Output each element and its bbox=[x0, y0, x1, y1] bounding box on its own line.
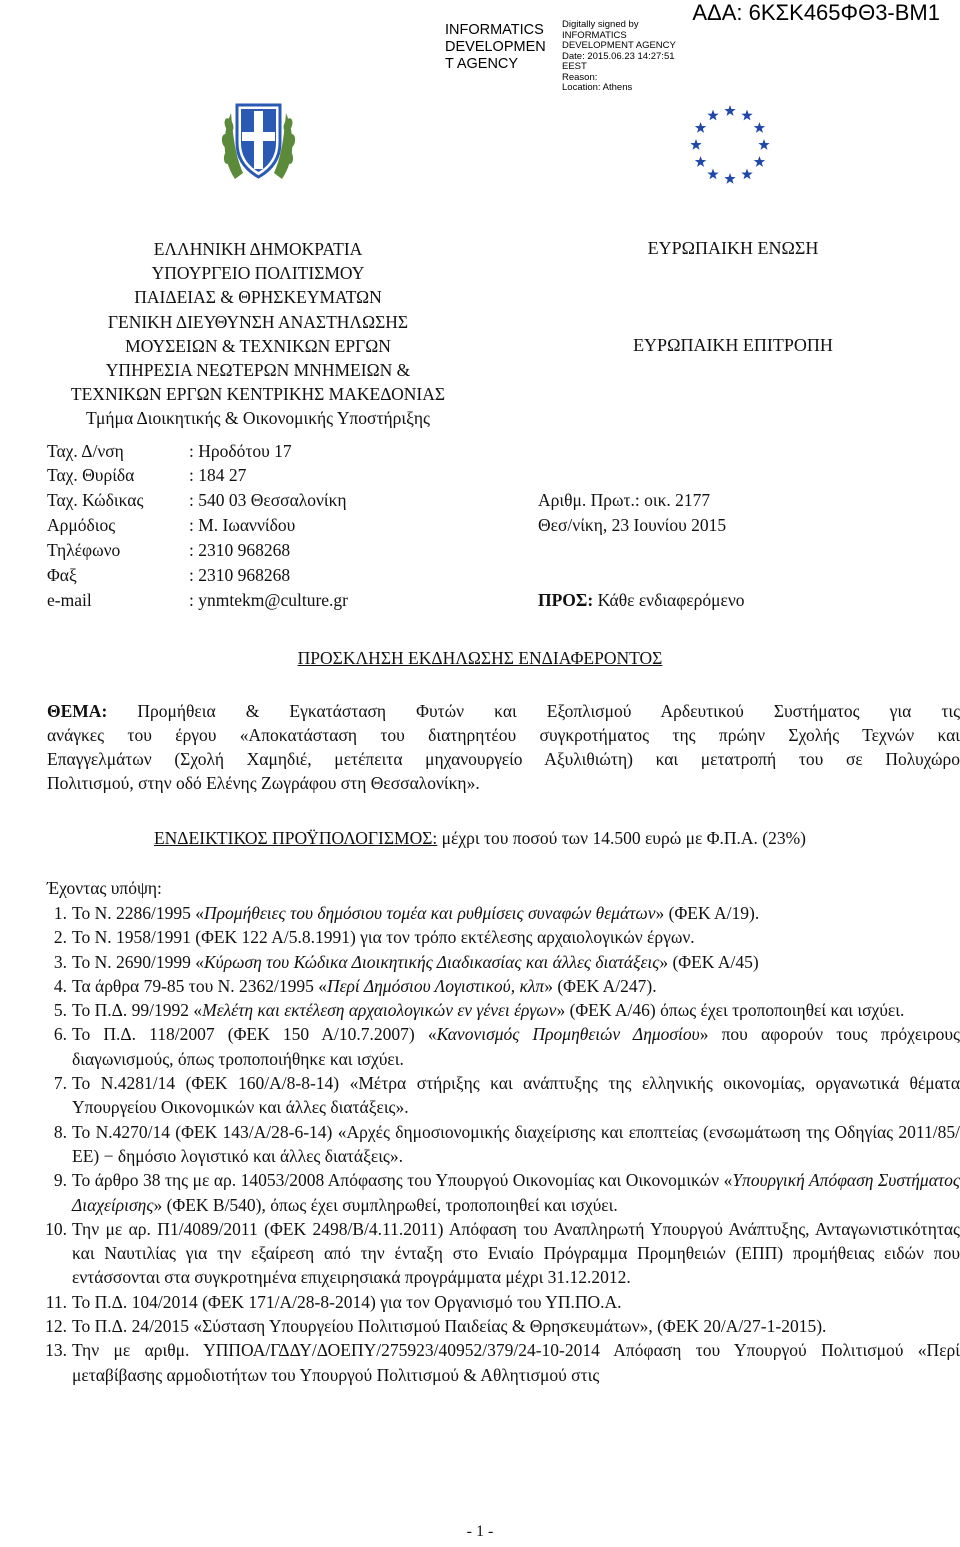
list-item-number: 6. bbox=[53, 1024, 67, 1045]
subject-paragraph: ΘΕΜΑ: Προμήθεια & Εγκατάσταση Φυτών και Εξοπλισμού Αρδευτικού Συστήματος για τις ανάγκες του έργου «Αποκατάσταση του διατηρητέου συγκροτήματος της πρώην Σχολής Τεχνών και Επαγγελμάτων (Σχολή Χαμηδιέ, μετέπειτα μηχανουργείο Αξυλιθιώτη) και μετατροπή του σε Πολυχώρο Πολιτισμού, στην οδό Ελένης Ζωγράφου στη Θεσσαλονίκη». bbox=[47, 701, 960, 793]
eu-star-icon bbox=[724, 173, 735, 184]
eu-star-icon bbox=[724, 105, 735, 116]
authority-header: ΕΛΛΗΝΙΚΗ ΔΗΜΟΚΡΑΤΙΑ ΥΠΟΥΡΓΕΙΟ ΠΟΛΙΤΙΣΜΟΥ ΠΑΙΔΕΙΑΣ & ΘΡΗΣΚΕΥΜΑΤΩΝ ΓΕΝΙΚΗ ΔΙΕΥΘΥΝΣΗ ΑΝΑΣΤΗΛΩΣΗΣ ΜΟΥΣΕΙΩΝ & ΤΕΧΝΙΚΩΝ ΕΡΓΩΝ ΥΠΗΡΕΣΙΑ ΝΕΩΤΕΡΩΝ ΜΝΗΜΕΙΩΝ & ΤΕΧΝΙΚΩΝ ΕΡΓΩΝ ΚΕΝΤΡΙΚΗΣ ΜΑΚΕΔΟΝΙΑΣ Τμήμα Διοικητικής & Οικονομικής Υποστήριξης bbox=[70, 239, 446, 429]
budget-label: ΕΝΔΕΙΚΤΙΚΟΣ ΠΡΟΫΠΟΛΟΓΙΣΜΟΣ: bbox=[153, 828, 438, 848]
list-item bbox=[47, 950, 960, 974]
page-number: - 1 - bbox=[466, 1523, 494, 1540]
place-date: Θεσ/νίκη, 23 Ιουνίου 2015 bbox=[538, 515, 727, 535]
list-item-text: Την με αρ. Π1/4089/2011 (ΦΕΚ 2498/Β/4.11.2011) Απόφαση του Αναπληρωτή Υπουργού Ανάπτυξης, Ανταγωνιστικότητας και Ναυτιλίας για την εξαίρεση από την ένταξη στο Ενιαίο Πρόγραμμα Προμηθειών (ΕΠΠ) προμήθειας ειδών που εντάσσονται στα συγκροτημένα επιχειρησιακά προγράμματα μέχρι 31.12.2012. bbox=[72, 1218, 960, 1288]
list-item-text: Το Ν.4270/14 (ΦΕΚ 143/Α/28-6-14) «Αρχές δημοσιονομικής διαχείρισης και εποπτείας (ενσωμάτωση της Οδηγίας 2011/85/ΕΕ) − δημόσιο λογιστικό και άλλες διατάξεις». bbox=[72, 1121, 960, 1166]
recipient-value: Κάθε ενδιαφερόμενο bbox=[593, 590, 745, 610]
eu-star-icon bbox=[695, 122, 706, 133]
eu-union-title: ΕΥΡΩΠΑΙΚΗ ΕΝΩΣΗ bbox=[647, 238, 819, 258]
list-item-text: Το άρθρο 38 της με αρ. 14053/2008 Απόφασης του Υπουργού Οικονομίας και Οικονομικών «Υπουργική Απόφαση Συστήματος Διαχείρισης» (ΦΕΚ Β/540), όπως έχει συμπληρωθεί, τροποποιηθεί και ισχύει. bbox=[72, 1170, 960, 1215]
list-item-text: Το Ν.4281/14 (ΦΕΚ 160/Α/8-8-14) «Μέτρα στήριξης και ανάπτυξης της ελληνικής οικονομίας, οργανωτικά θέματα Υπουργείου Οικονομικών και άλλες διατάξεις». bbox=[72, 1073, 960, 1118]
list-item-number: 9. bbox=[53, 1170, 67, 1191]
list-item bbox=[47, 1022, 960, 1071]
budget-value: μέχρι του ποσού των 14.500 ευρώ με Φ.Π.Α. (23%) bbox=[437, 828, 807, 848]
subject-label: ΘΕΜΑ: bbox=[47, 701, 108, 721]
list-item bbox=[47, 1314, 960, 1338]
list-item-text: Το Ν. 2286/1995 «Προμήθειες του δημόσιου τομέα και ρυθμίσεις συναφών θεμάτων» (ΦΕΚ Α/19). bbox=[72, 903, 760, 923]
eu-star-icon bbox=[690, 139, 701, 150]
greek-coat-of-arms-icon bbox=[221, 95, 296, 183]
budget-line bbox=[0, 828, 960, 849]
list-item-text: Το Π.Δ. 118/2007 (ΦΕΚ 150 Α/10.7.2007) «Κανονισμός Προμηθειών Δημοσίου» που αφορούν τους πρόχειρους διαγωνισμούς, όπως τροποποιήθηκε και ισχύει. bbox=[72, 1024, 960, 1069]
list-item-text: Το Ν. 1958/1991 (ΦΕΚ 122 Α/5.8.1991) για τον τρόπο εκτέλεσης αρχαιολογικών έργων. bbox=[72, 927, 695, 948]
legal-basis-list bbox=[47, 901, 960, 1387]
document-title: ΠΡΟΣΚΛΗΣΗ ΕΚΔΗΛΩΣΗΣ ΕΝΔΙΑΦΕΡΟΝΤΟΣ bbox=[297, 648, 663, 668]
digital-signature bbox=[445, 19, 676, 93]
list-item bbox=[47, 1217, 960, 1290]
list-item-number: 10. bbox=[45, 1218, 67, 1239]
eu-star-icon bbox=[707, 168, 718, 179]
list-item bbox=[47, 1120, 960, 1169]
list-item-number: 7. bbox=[53, 1073, 67, 1094]
list-item-number: 1. bbox=[53, 903, 67, 923]
list-item-text: Το Ν. 2690/1999 «Κύρωση του Κώδικα Διοικητικής Διαδικασίας και άλλες διατάξεις» (ΦΕΚ Α/45) bbox=[72, 951, 759, 972]
eu-commission-title: ΕΥΡΩΠΑΙΚΗ ΕΠΙΤΡΟΠΗ bbox=[633, 335, 833, 355]
eu-star-icon bbox=[707, 110, 718, 121]
recipient bbox=[538, 590, 745, 611]
list-item bbox=[47, 1168, 960, 1217]
list-item-number: 13. bbox=[45, 1340, 67, 1361]
having-heading: Έχοντας υπόψη: bbox=[47, 878, 162, 898]
list-item-number: 12. bbox=[45, 1316, 67, 1337]
list-item-text: Την με αριθμ. ΥΠΠΟΑ/ΓΔΔΥ/ΔΟΕΠΥ/275923/40952/379/24-10-2014 Απόφαση του Υπουργού Πολιτισμού «Περί μεταβίβασης αρμοδιοτήτων του Υπουργού Πολιτισμού & Αθλητισμού στις bbox=[72, 1340, 960, 1385]
list-item-text: Τα άρθρα 79-85 του Ν. 2362/1995 «Περί Δημόσιου Λογιστικού, κλπ» (ΦΕΚ Α/247). bbox=[72, 975, 657, 996]
list-item bbox=[47, 901, 960, 925]
list-item-number: 5. bbox=[53, 1000, 67, 1021]
recipient-label: ΠΡΟΣ: bbox=[538, 590, 594, 610]
list-item bbox=[47, 974, 960, 998]
ada-code: ΑΔΑ: 6ΚΣΚ465ΦΘ3-ΒΜ1 bbox=[692, 0, 940, 25]
list-item bbox=[47, 1290, 960, 1314]
list-item bbox=[47, 998, 960, 1022]
eu-star-icon bbox=[695, 156, 706, 167]
eu-star-icon bbox=[754, 156, 765, 167]
signature-details: Digitally signed by INFORMATICS DEVELOPMENT AGENCY Date: 2015.06.23 14:27:51 EEST Reason: Location: Athens bbox=[562, 19, 676, 93]
list-item-number: 11. bbox=[45, 1291, 67, 1312]
eu-star-icon bbox=[754, 122, 765, 133]
eu-star-icon bbox=[741, 110, 752, 121]
eu-stars-icon bbox=[685, 100, 775, 190]
list-item-number: 3. bbox=[53, 951, 67, 972]
list-item-text: Το Π.Δ. 99/1992 «Μελέτη και εκτέλεση αρχαιολογικών εν γένει έργων» (ΦΕΚ Α/46) όπως έχει τροποποιηθεί και ισχύει. bbox=[72, 1000, 905, 1021]
protocol-number: Αριθμ. Πρωτ.: οικ. 2177 bbox=[538, 490, 711, 510]
signature-org: INFORMATICS DEVELOPMEN T AGENCY bbox=[445, 22, 546, 72]
list-item bbox=[47, 1071, 960, 1120]
eu-star-icon bbox=[741, 168, 752, 179]
list-item-text: Το Π.Δ. 104/2014 (ΦΕΚ 171/Α/28-8-2014) για τον Οργανισμό του ΥΠ.ΠΟ.Α. bbox=[72, 1291, 622, 1312]
list-item bbox=[47, 1338, 960, 1387]
list-item bbox=[47, 925, 960, 949]
list-item-number: 4. bbox=[53, 975, 67, 996]
list-item-number: 8. bbox=[53, 1121, 67, 1142]
eu-star-icon bbox=[758, 139, 769, 150]
list-item-number: 2. bbox=[53, 927, 67, 948]
list-item-text: Το Π.Δ. 24/2015 «Σύσταση Υπουργείου Πολιτισμού Παιδείας & Θρησκευμάτων», (ΦΕΚ 20/Α/27-1-2015). bbox=[72, 1316, 827, 1337]
